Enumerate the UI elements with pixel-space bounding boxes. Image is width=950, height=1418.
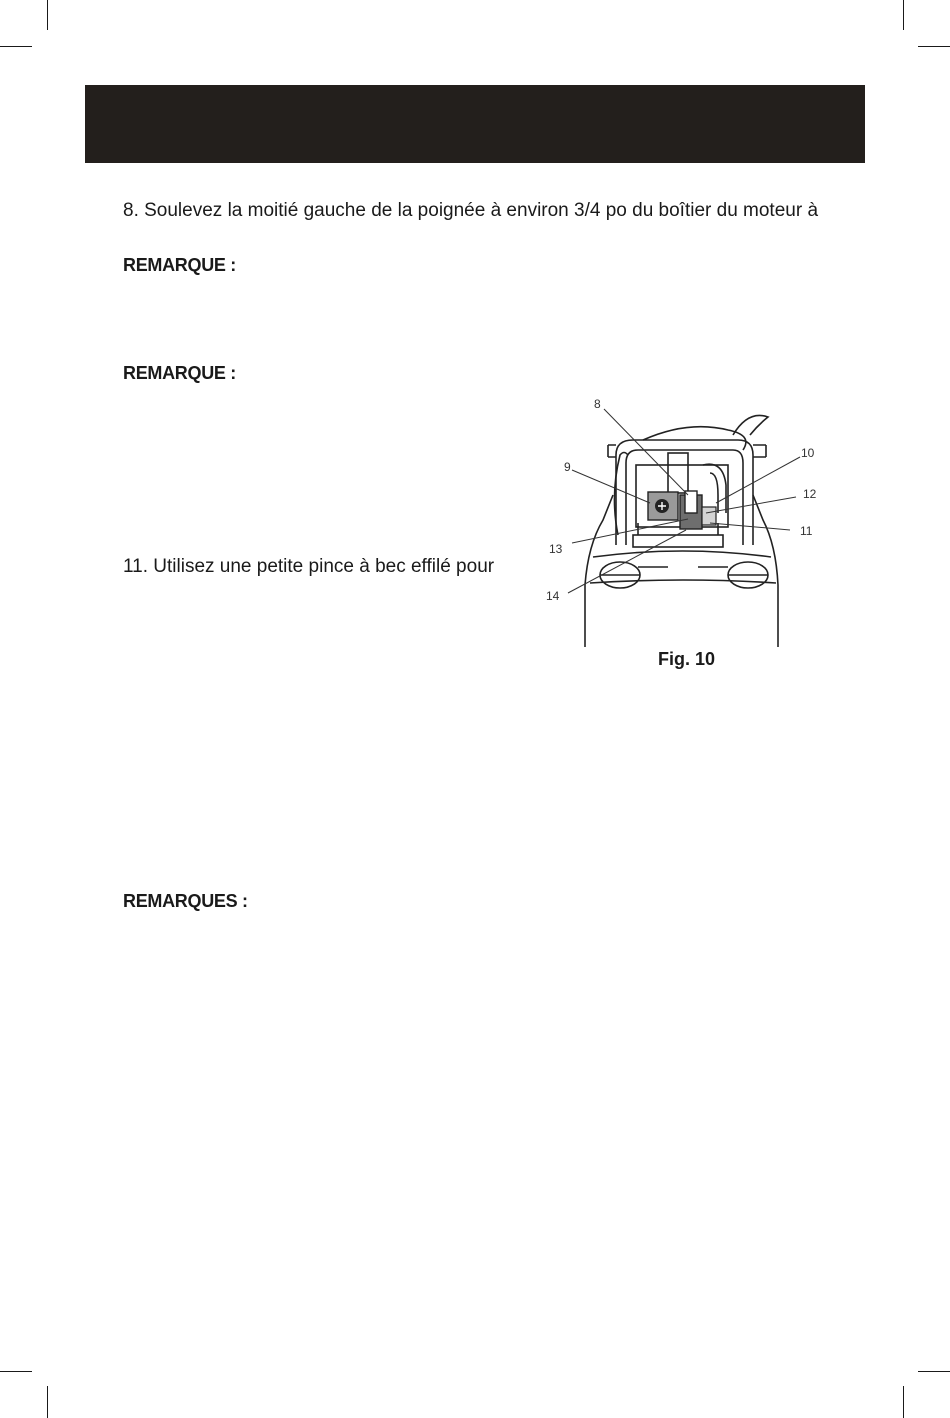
crop-mark <box>903 1386 904 1418</box>
callout-10: 10 <box>801 446 815 460</box>
callout-11: 11 <box>800 524 813 538</box>
note-heading-1: REMARQUE : <box>123 255 236 275</box>
switch-assembly-diagram <box>538 395 828 655</box>
crop-mark <box>918 46 950 47</box>
callout-12: 12 <box>803 487 817 501</box>
figure-caption: Fig. 10 <box>658 649 716 669</box>
switch-assembly-figure <box>538 395 828 655</box>
crop-mark <box>0 46 32 47</box>
callout-14: 14 <box>546 589 560 603</box>
crop-mark <box>47 0 48 30</box>
callout-13: 13 <box>549 542 563 556</box>
section-header-bar <box>85 85 865 163</box>
crop-mark <box>918 1371 950 1372</box>
crop-mark <box>47 1386 48 1418</box>
callout-8: 8 <box>594 397 601 411</box>
crop-mark <box>0 1371 32 1372</box>
step-8-text: 8. Soulevez la moitié gauche de la poignée à environ 3/4 po du boîtier du moteur à <box>123 200 819 221</box>
crop-mark <box>903 0 904 30</box>
callout-9: 9 <box>564 460 571 474</box>
note-heading-2: REMARQUE : <box>123 363 236 383</box>
notes-heading: REMARQUES : <box>123 891 248 911</box>
step-11-text: 11. Utilisez une petite pince à bec effilé pour <box>123 556 495 577</box>
